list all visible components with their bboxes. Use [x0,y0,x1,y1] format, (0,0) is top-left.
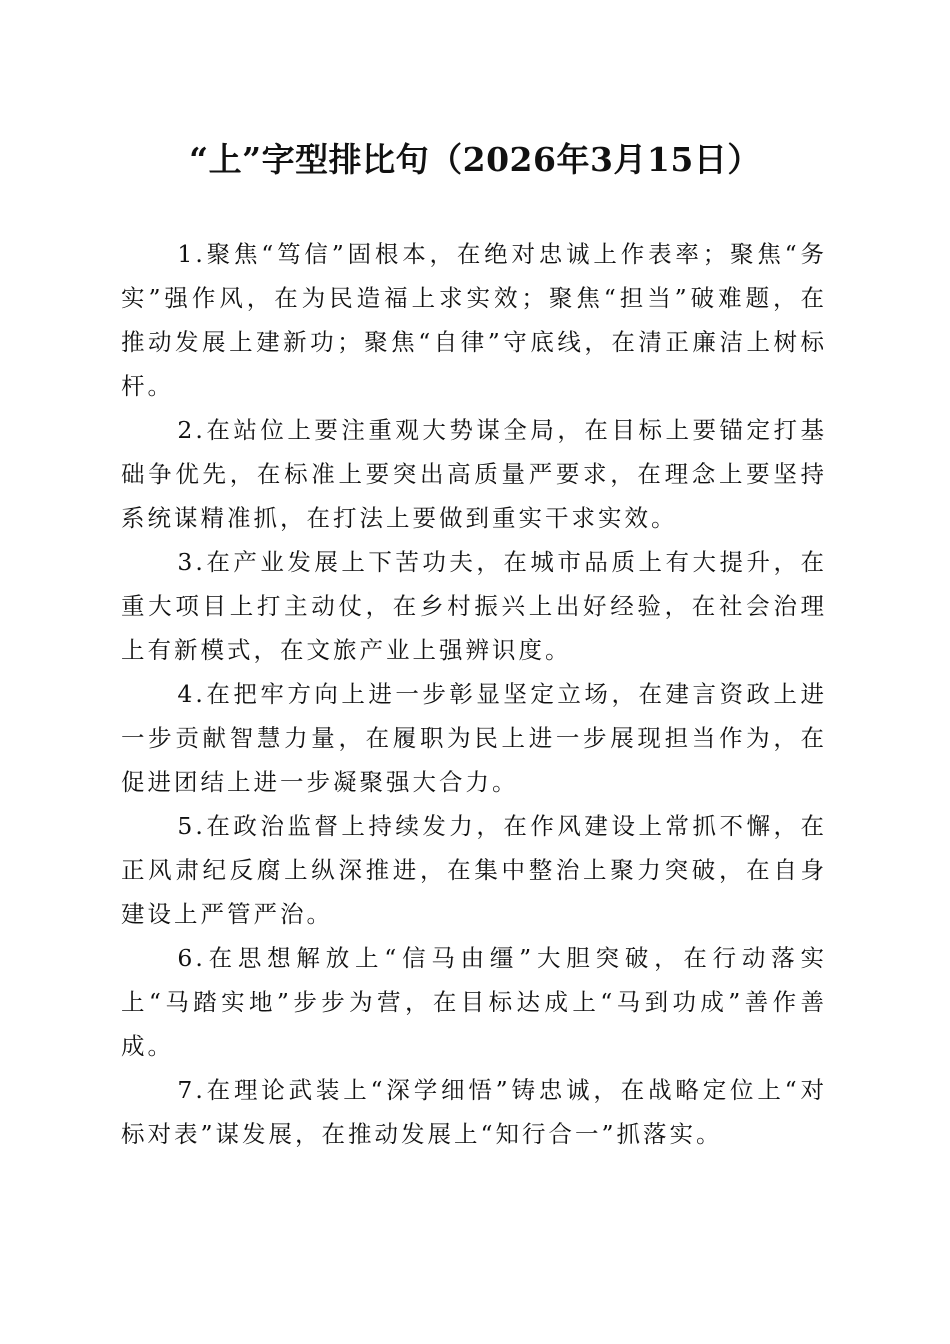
paragraph-7: 7.在理论武装上“深学细悟”铸忠诚，在战略定位上“对标对表”谋发展，在推动发展上“知行合一”抓落实。 [121,1076,827,1148]
paragraph-2: 2.在站位上要注重观大势谋全局，在目标上要锚定打基础争优先，在标准上要突出高质量严要求，在理念上要坚持系统谋精准抓，在打法上要做到重实干求实效。 [121,416,827,532]
document-title: “上”字型排比句（2026年3月15日） [189,140,761,179]
paragraph-3: 3.在产业发展上下苦功夫，在城市品质上有大提升，在重大项目上打主动仗，在乡村振兴上出好经验，在社会治理上有新模式，在文旅产业上强辨识度。 [121,548,827,664]
paragraph-4: 4.在把牢方向上进一步彰显坚定立场，在建言资政上进一步贡献智慧力量，在履职为民上进一步展现担当作为，在促进团结上进一步凝聚强大合力。 [121,680,827,796]
paragraph-6: 6.在思想解放上“信马由缰”大胆突破，在行动落实上“马踏实地”步步为营，在目标达成上“马到功成”善作善成。 [121,944,827,1060]
paragraph-5: 5.在政治监督上持续发力，在作风建设上常抓不懈，在正风肃纪反腐上纵深推进，在集中整治上聚力突破，在自身建设上严管严治。 [121,812,827,928]
document-body [121,232,827,1156]
paragraph-1: 1.聚焦“笃信”固根本，在绝对忠诚上作表率；聚焦“务实”强作风，在为民造福上求实效；聚焦“担当”破难题，在推动发展上建新功；聚焦“自律”守底线，在清正廉洁上树标杆。 [121,240,827,400]
